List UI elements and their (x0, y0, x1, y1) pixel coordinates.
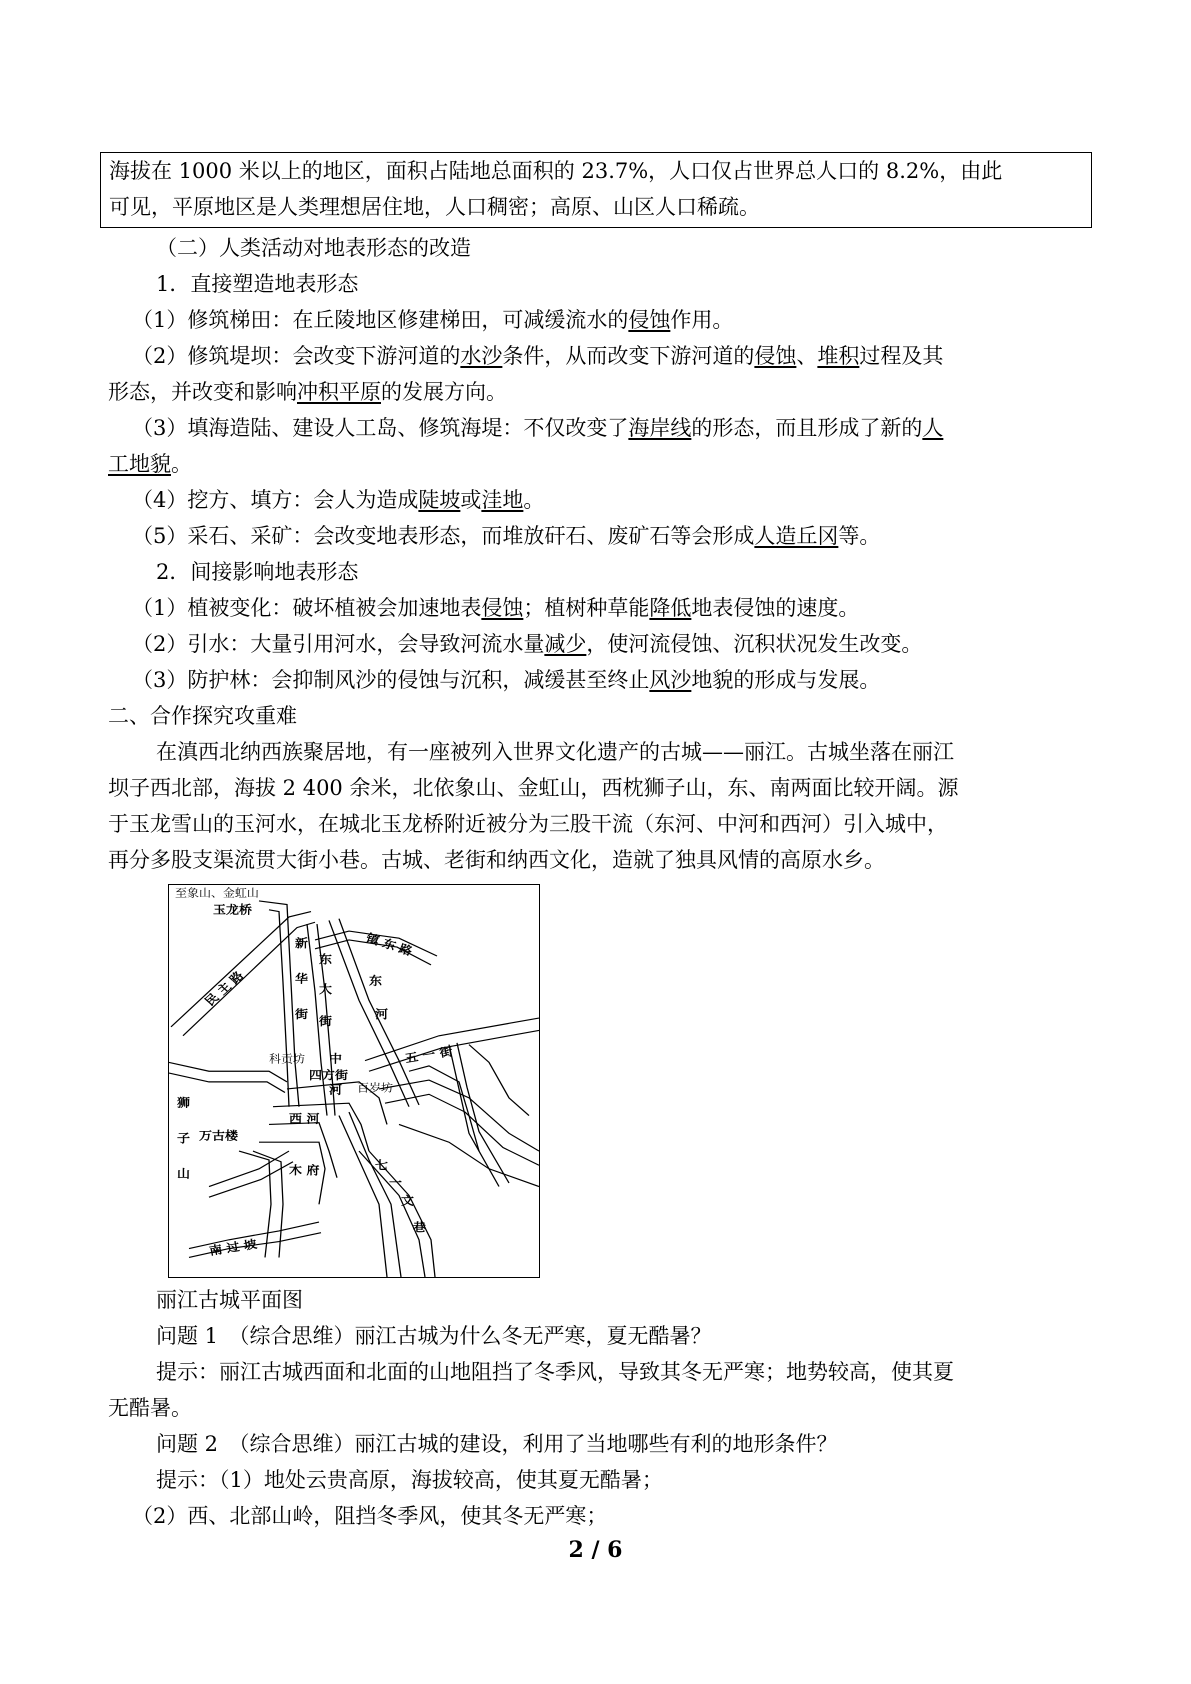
list-item: （3）防护林：会抑制风沙的侵蚀与沉积，减缓甚至终止风沙地貌的形成与发展。 (132, 668, 881, 692)
map-label: 狮 (177, 1096, 190, 1110)
paragraph-line: 坝子西北部，海拔 2 400 余米，北依象山、金虹山，西枕狮子山，东、南两面比较开阔。源 (108, 776, 959, 800)
map-label: 西 河 (289, 1112, 320, 1126)
boxed-note-line: 海拔在 1000 米以上的地区，面积占陆地总面积的 23.7%，人口仅占世界总人口的 8.2%，由此 (109, 159, 1003, 183)
map-label: 街 (295, 1007, 308, 1021)
map-label: 中 (329, 1052, 342, 1066)
list-item: （3）填海造陆、建设人工岛、修筑海堤：不仅改变了海岸线的形态，而且形成了新的人 (132, 416, 944, 440)
lijiang-map (169, 885, 539, 1277)
list-item: （2）修筑堤坝：会改变下游河道的水沙条件，从而改变下游河道的侵蚀、堆积过程及其 (132, 344, 944, 368)
map-label: 山 (177, 1167, 190, 1181)
list-item-continuation: 工地貌。 (108, 452, 192, 476)
map-label: 巷 (413, 1220, 426, 1234)
list-item: （1）植被变化：破坏植被会加速地表侵蚀；植树种草能降低地表侵蚀的速度。 (132, 596, 860, 620)
answer-line: 提示：（1）地处云贵高原，海拔较高，使其夏无酷暑； (156, 1468, 663, 1492)
list-item: （5）采石、采矿：会改变地表形态，而堆放矸石、废矿石等会形成人造丘冈等。 (132, 524, 881, 548)
paragraph-line: 再分多股支渠流贯大街小巷。古城、老街和纳西文化，造就了独具风情的高原水乡。 (108, 848, 885, 872)
section-heading: （二）人类活动对地表形态的改造 (156, 236, 471, 260)
answer-line: 提示：丽江古城西面和北面的山地阻挡了冬季风，导致其冬无严寒；地势较高，使其夏 (156, 1360, 954, 1384)
list-item: （1）修筑梯田：在丘陵地区修建梯田，可减缓流水的侵蚀作用。 (132, 308, 734, 332)
map-label: 南 过 坡 (208, 1237, 258, 1258)
map-label: 东 (319, 952, 332, 966)
map-label: 镇 东 路 (364, 931, 415, 959)
map-label: 木 府 (289, 1163, 320, 1177)
answer-line: 无酷暑。 (108, 1396, 192, 1420)
boxed-note-line: 可见，平原地区是人类理想居住地，人口稠密；高原、山区人口稀疏。 (109, 195, 760, 219)
map-label: 七 (375, 1158, 388, 1172)
map-label: 一 (389, 1176, 402, 1190)
map-label: 百岁坊 (357, 1081, 393, 1095)
map-label: 新 (295, 936, 308, 950)
map-label: 文 (401, 1193, 414, 1208)
map-label: 大 (319, 982, 332, 997)
map-label: 民 主 路 (202, 969, 247, 1009)
map-label: 至象山、金虹山 (175, 886, 259, 900)
lijiang-map-figure (168, 884, 540, 1278)
answer-line: （2）西、北部山岭，阻挡冬季风，使其冬无严寒； (132, 1504, 608, 1528)
list-item: （2）引水：大量引用河水，会导致河流水量减少，使河流侵蚀、沉积状况发生改变。 (132, 632, 923, 656)
map-label: 科贡坊 (269, 1052, 305, 1066)
map-label: 河 (329, 1083, 342, 1097)
figure-caption: 丽江古城平面图 (156, 1288, 303, 1312)
subsection-heading: 1．直接塑造地表形态 (156, 272, 359, 296)
question: 问题 1 （综合思维）丽江古城为什么冬无严寒，夏无酷暑？ (156, 1324, 712, 1348)
page-number: 2 / 6 (568, 1537, 623, 1563)
paragraph-line: 于玉龙雪山的玉河水，在城北玉龙桥附近被分为三股干流（东河、中河和西河）引入城中， (108, 812, 948, 836)
map-label: 街 (319, 1014, 332, 1028)
list-item: （4）挖方、填方：会人为造成陡坡或洼地。 (132, 488, 545, 512)
paragraph-line: 在滇西北纳西族聚居地，有一座被列入世界文化遗产的古城——丽江。古城坐落在丽江 (156, 740, 954, 764)
map-label: 子 (177, 1131, 190, 1146)
map-label: 五 一 街 (404, 1044, 454, 1066)
map-label: 华 (295, 972, 308, 986)
map-label: 河 (375, 1007, 388, 1021)
map-label: 玉龙桥 (213, 903, 252, 917)
map-label: 东 (369, 974, 382, 988)
part-heading: 二、合作探究攻重难 (108, 704, 297, 728)
map-label: 四方街 (309, 1068, 348, 1083)
list-item-continuation: 形态，并改变和影响冲积平原的发展方向。 (108, 380, 507, 404)
subsection-heading: 2．间接影响地表形态 (156, 560, 359, 584)
question: 问题 2 （综合思维）丽江古城的建设，利用了当地哪些有利的地形条件？ (156, 1432, 838, 1456)
boxed-note (100, 152, 1092, 228)
map-label: 万古楼 (199, 1129, 238, 1143)
